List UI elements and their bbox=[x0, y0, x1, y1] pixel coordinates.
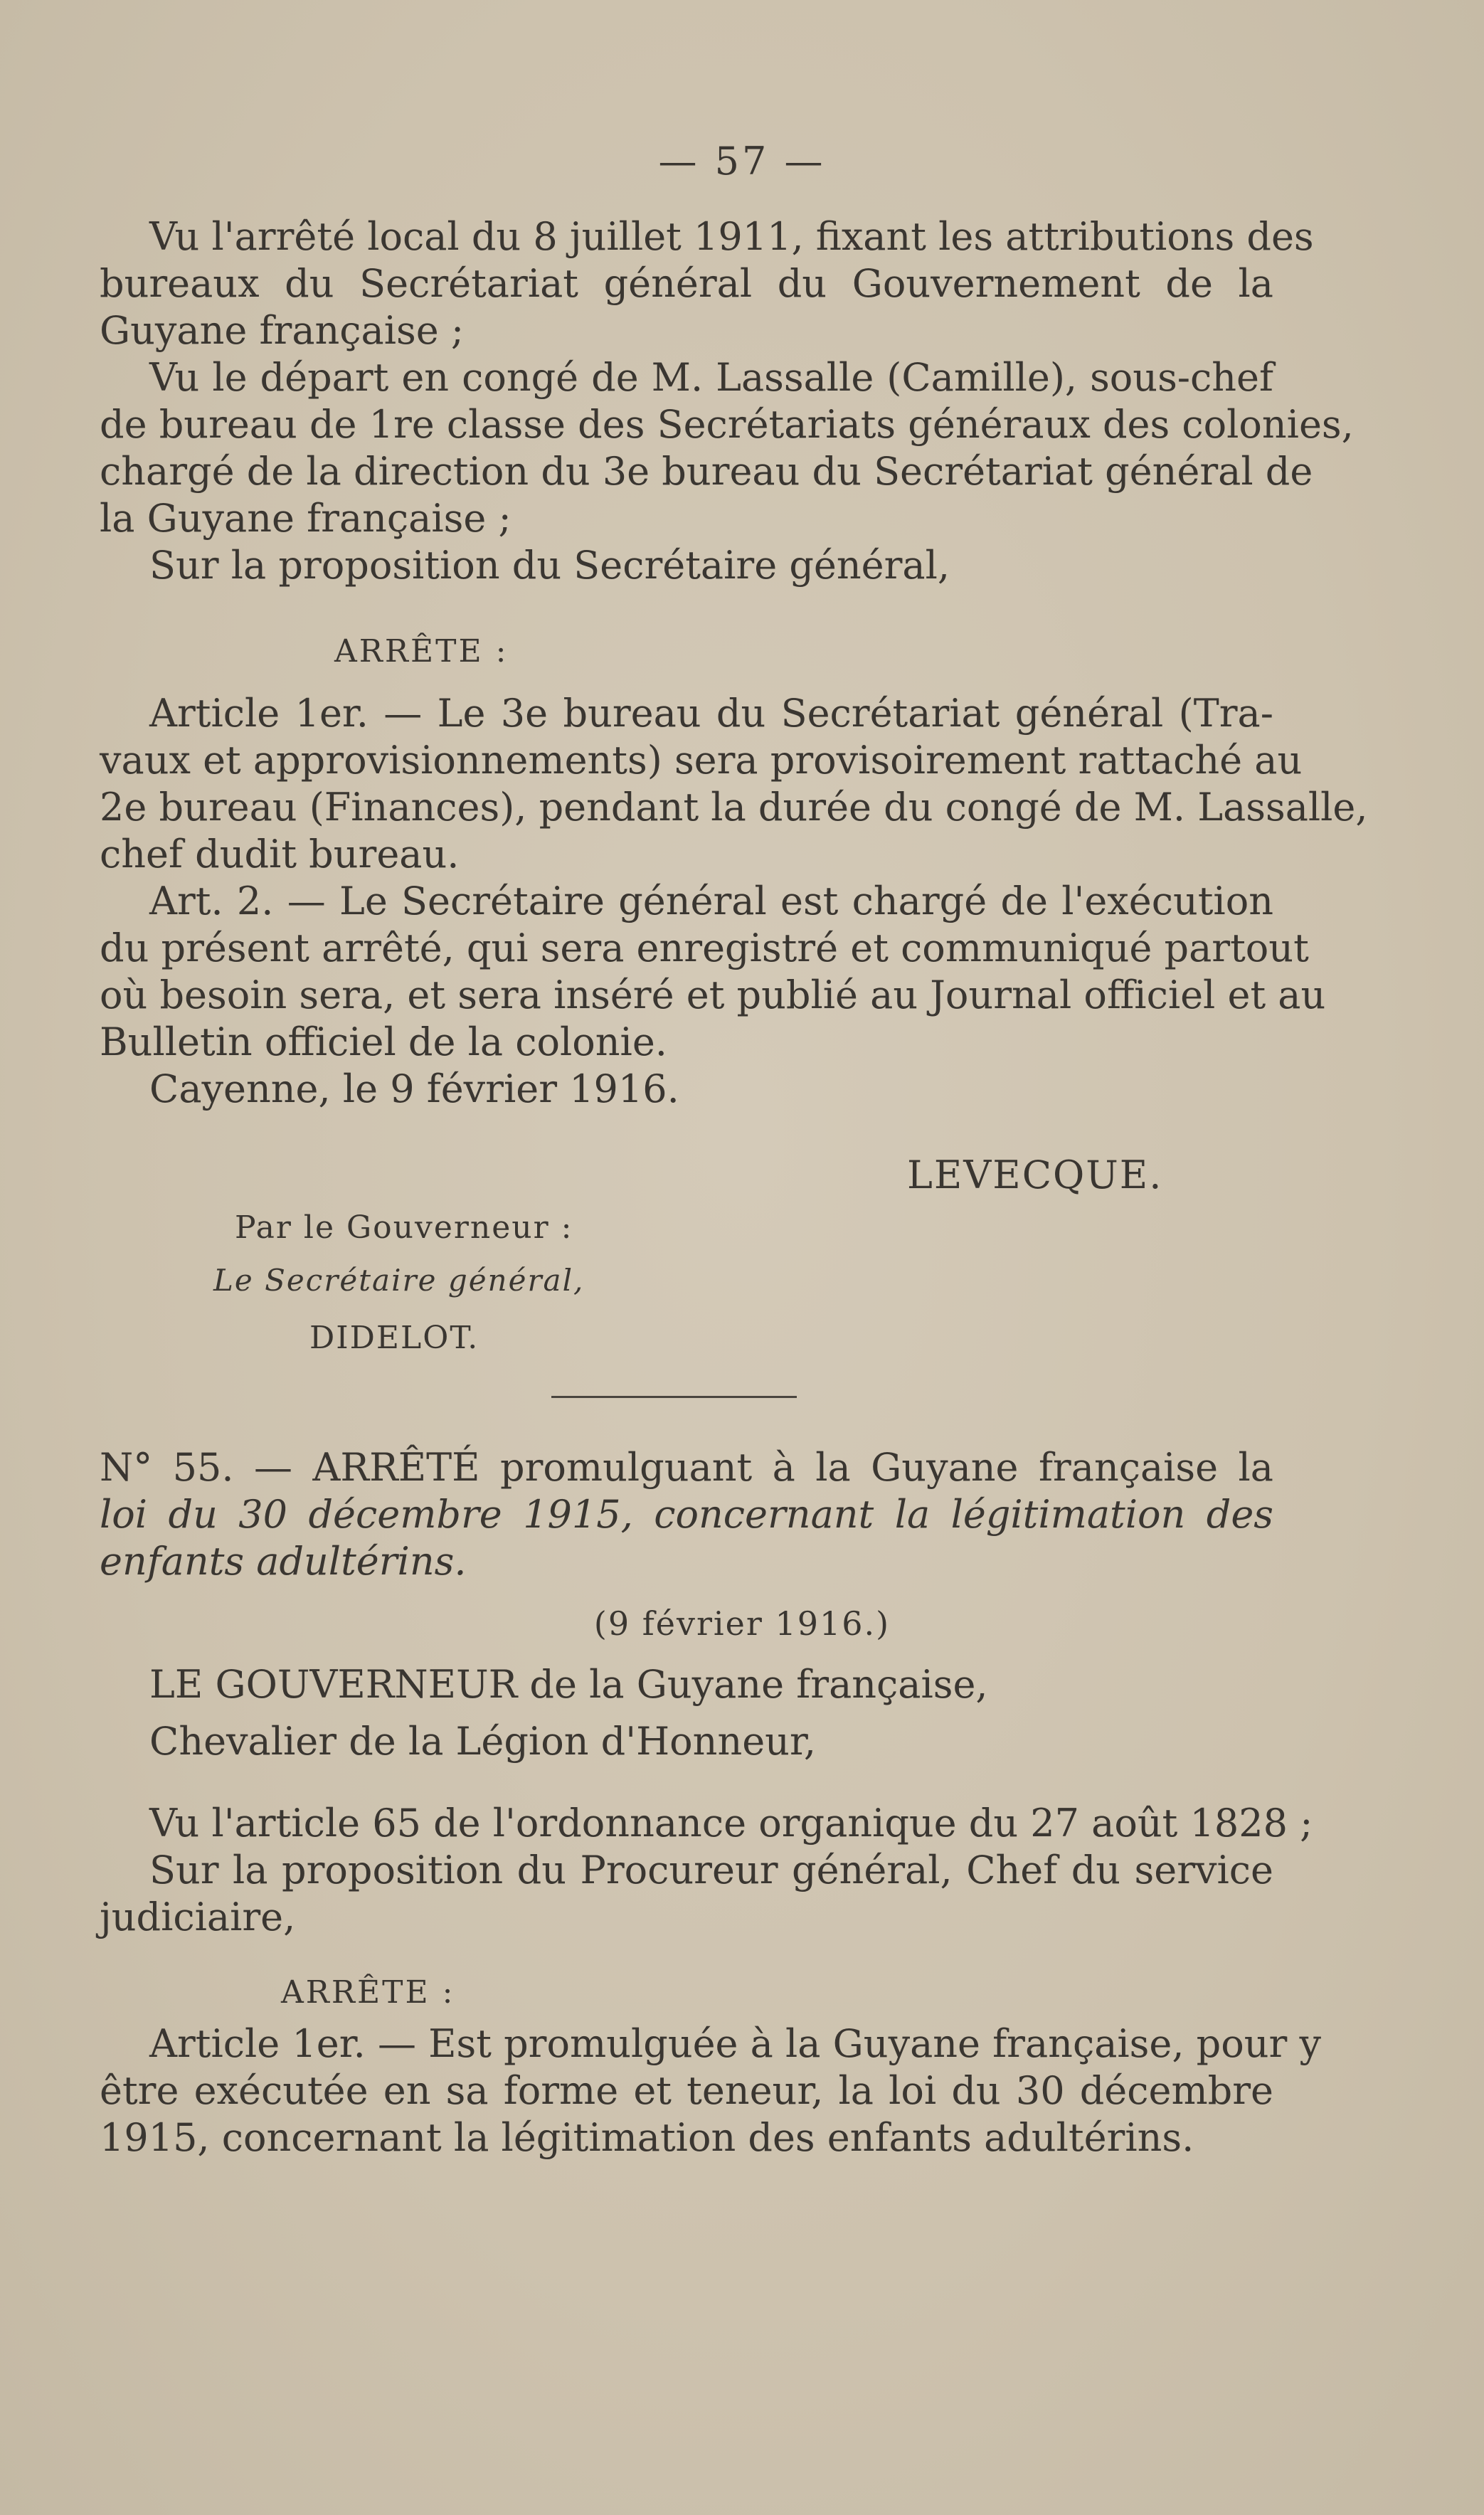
arrete-heading-2: ARRÊTE : bbox=[281, 1974, 455, 2011]
preamble-2-line: judiciaire, bbox=[100, 1895, 296, 1939]
article-line: du présent arrêté, qui sera enregistré et communiqué partout bbox=[100, 926, 1309, 970]
preamble-line: de bureau de 1re classe des Secrétariats généraux des colonies, bbox=[100, 402, 1354, 447]
countersign-name: DIDELOT. bbox=[309, 1320, 479, 1356]
preamble-line: Guyane française ; bbox=[100, 308, 465, 353]
preamble-2-line: Vu l'article 65 de l'ordonnance organique du 27 août 1828 ; bbox=[149, 1801, 1313, 1846]
preamble-2-block bbox=[100, 1800, 1313, 1941]
article-line: chef dudit bureau. bbox=[100, 832, 460, 877]
place-date: Cayenne, le 9 février 1916. bbox=[149, 1066, 679, 1111]
preamble-line: Sur la proposition du Secrétaire général, bbox=[149, 543, 950, 588]
preamble-line: bureaux du Secrétariat général du Gouvernement de la bbox=[100, 261, 1273, 306]
decree-title bbox=[100, 1444, 1273, 1585]
governor-signature: LEVECQUE. bbox=[907, 1153, 1163, 1197]
article-line: 2e bureau (Finances), pendant la durée du congé de M. Lassalle, bbox=[100, 785, 1368, 830]
final-article-block bbox=[100, 2021, 1321, 2161]
decree-date: (9 février 1916.) bbox=[593, 1604, 891, 1643]
governor-line: Chevalier de la Légion d'Honneur, bbox=[149, 1719, 817, 1764]
preamble-2-line: Sur la proposition du Procureur général, Chef du service bbox=[149, 1848, 1273, 1892]
governor-block bbox=[100, 1661, 1273, 1765]
final-article-line: Article 1er. — Est promulguée à la Guyane française, pour y bbox=[149, 2021, 1321, 2066]
decree-title-line: enfants adultérins. bbox=[100, 1539, 467, 1584]
section-divider bbox=[551, 1396, 797, 1398]
decree-title-line: N° 55. — ARRÊTÉ promulguant à la Guyane française la bbox=[100, 1445, 1273, 1490]
final-article-line: 1915, concernant la légitimation des enfants adultérins. bbox=[100, 2115, 1194, 2160]
article-line: où besoin sera, et sera inséré et publié au Journal officiel et au bbox=[100, 973, 1326, 1017]
final-article-line: être exécutée en sa forme et teneur, la loi du 30 décembre bbox=[100, 2068, 1273, 2113]
preamble-line: Vu l'arrêté local du 8 juillet 1911, fixant les attributions des bbox=[149, 214, 1314, 259]
countersign-label: Par le Gouverneur : bbox=[235, 1209, 573, 1246]
arrete-heading: ARRÊTE : bbox=[334, 633, 509, 669]
preamble-line: Vu le départ en congé de M. Lassalle (Camille), sous-chef bbox=[149, 355, 1273, 400]
articles-block bbox=[100, 690, 1368, 1113]
decree-title-line: loi du 30 décembre 1915, concernant la légitimation des bbox=[100, 1492, 1273, 1537]
article-line: Article 1er. — Le 3e bureau du Secrétariat général (Tra- bbox=[149, 691, 1273, 736]
preamble-block bbox=[100, 213, 1354, 589]
article-line: Bulletin officiel de la colonie. bbox=[100, 1020, 667, 1064]
preamble-line: chargé de la direction du 3e bureau du Secrétariat général de bbox=[100, 449, 1313, 494]
countersign-title: Le Secrétaire général, bbox=[213, 1263, 585, 1298]
article-line: Art. 2. — Le Secrétaire général est chargé de l'exécution bbox=[149, 879, 1273, 923]
governor-line: LE GOUVERNEUR de la Guyane française, bbox=[149, 1662, 988, 1707]
page-number: — 57 — bbox=[658, 139, 826, 184]
article-line: vaux et approvisionnements) sera provisoirement rattaché au bbox=[100, 738, 1303, 783]
preamble-line: la Guyane française ; bbox=[100, 496, 512, 541]
